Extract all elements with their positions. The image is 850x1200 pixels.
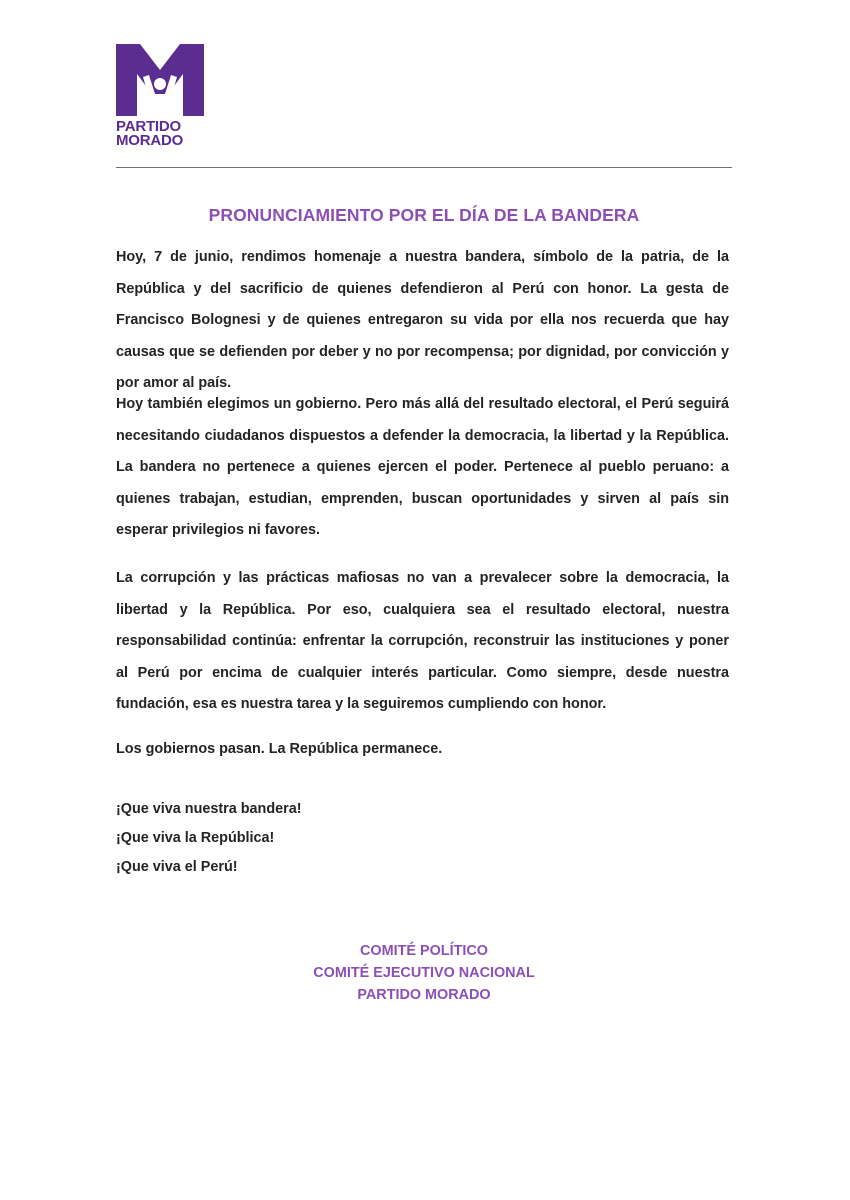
logo-line-2: MORADO xyxy=(116,132,184,149)
document-title: PRONUNCIAMIENTO POR EL DÍA DE LA BANDERA xyxy=(208,205,640,225)
partido-morado-m-logo-icon xyxy=(116,44,204,116)
paragraph-3: La corrupción y las prácticas mafiosas no van a prevalecer sobre la democracia, la libertad y la República. Por eso, cualquiera sea el resultado electoral, nuestra responsabilidad continúa: enfrentar la corrupción, reconstruir las instituciones y poner al Perú por encima de cualquier interés particular. Como siempre, desde nuestra fundación, esa es nuestra tarea y la seguiremos cumpliendo con honor. xyxy=(116,570,729,712)
paragraph-1: Hoy, 7 de junio, rendimos homenaje a nuestra bandera, símbolo de la patria, de la República y del sacrificio de quienes defendieron al Perú con honor. La gesta de Francisco Bolognesi y de quienes entregaron su vida por ella nos recuerda que hay causas que se defienden por deber y no por recompensa; por dignidad, por convicción y por amor al país. xyxy=(116,249,729,391)
paragraph-2: Hoy también elegimos un gobierno. Pero más allá del resultado electoral, el Perú seguirá necesitando ciudadanos dispuestos a defender la democracia, la libertad y la República. La bandera no pertenece a quienes ejercen el poder. Pertenece al pueblo peruano: a quienes trabajan, estudian, emprenden, buscan oportunidades y sirven al país sin esperar privilegios ni favores. xyxy=(116,396,729,538)
party-logo xyxy=(116,44,206,148)
logo-wordmark xyxy=(116,120,206,148)
header-divider xyxy=(116,167,732,168)
signature-block xyxy=(116,940,732,1006)
signature-line-2: COMITÉ EJECUTIVO NACIONAL xyxy=(313,965,535,981)
cheer-2: ¡Que viva la República! xyxy=(116,830,275,846)
cheer-3: ¡Que viva el Perú! xyxy=(116,859,238,875)
logo-line-1: PARTIDO xyxy=(116,118,181,135)
paragraph-4: Los gobiernos pasan. La República permanece. xyxy=(116,741,443,757)
cheers-list xyxy=(116,795,302,882)
signature-line-1: COMITÉ POLÍTICO xyxy=(360,943,488,959)
cheer-1: ¡Que viva nuestra bandera! xyxy=(116,801,302,817)
signature-line-3: PARTIDO MORADO xyxy=(357,987,491,1003)
